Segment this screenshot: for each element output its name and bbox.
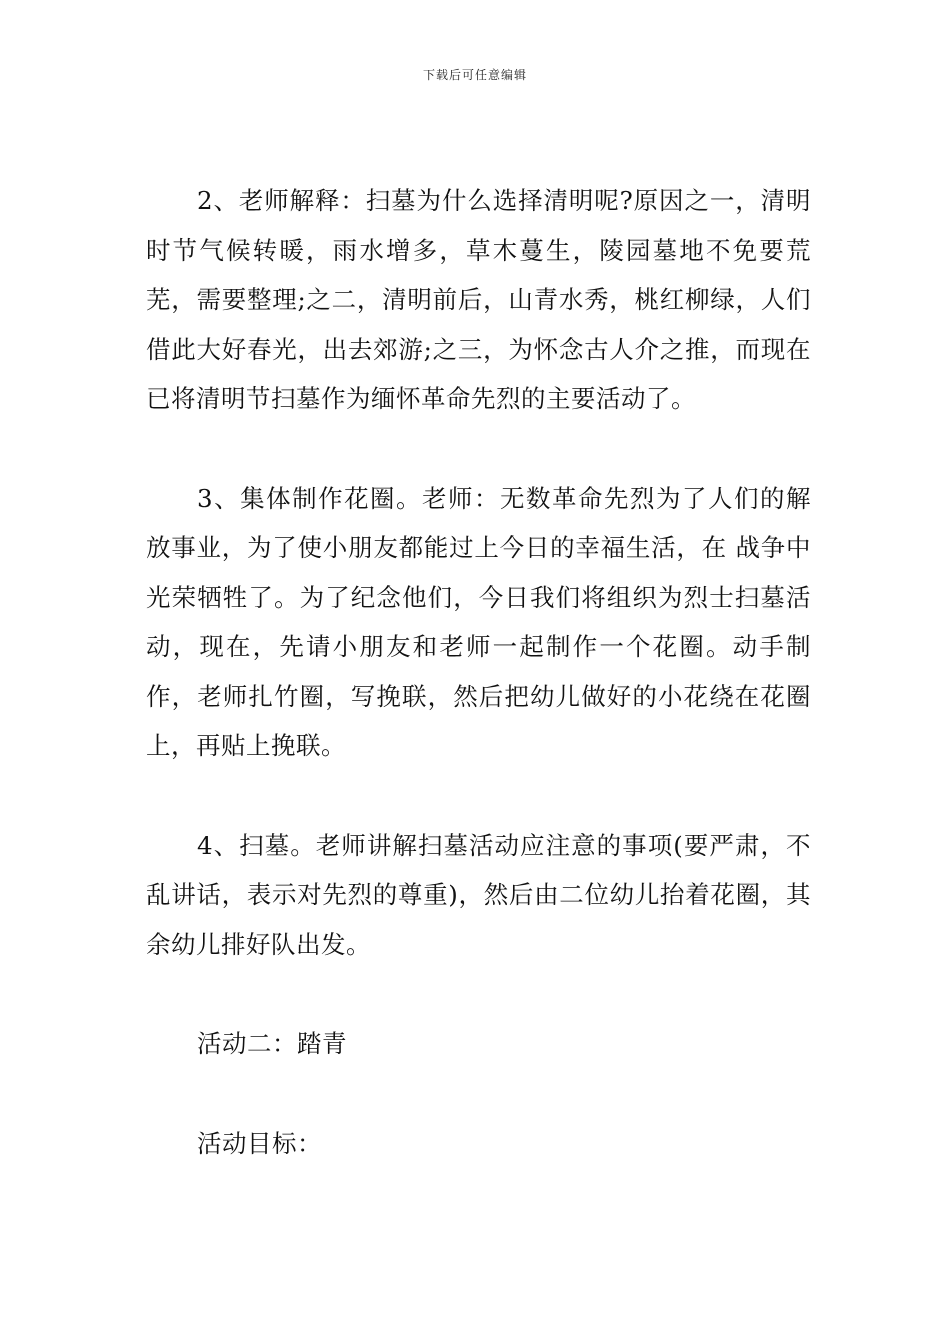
paragraph-explanation: 2、老师解释：扫墓为什么选择清明呢?原因之一，清明时节气候转暖，雨水增多，草木蔓生，陵园墓地不免要荒芜，需要整理;之二，清明前后，山青水秀，桃红柳绿，人们借此大好春光，出去郊游;之三，为怀念古人介之推，而现在已将清明节扫墓作为缅怀革命先烈的主要活动了。 [146,186,811,413]
paragraph-wreath-making: 3、集体制作花圈。老师：无数革命先烈为了人们的解放事业，为了使小朋友都能过上今日的幸福生活，在 战争中光荣牺牲了。为了纪念他们，今日我们将组织为烈士扫墓活动，现在，先请小朋友和老师一起制作一个花圈。动手制作，老师扎竹圈，写挽联，然后把幼儿做好的小花绕在花圈上，再贴上挽联。 [146,483,811,760]
activity-heading: 活动二：踏青 [197,1029,347,1058]
paragraph-gap [146,771,811,821]
page-header: 下载后可任意编辑 [422,68,527,82]
paragraph-gap [146,424,811,474]
document-body [146,176,811,1168]
paragraph-gap [146,969,811,1019]
paragraph-gap [146,1069,811,1119]
activity-goal-heading: 活动目标： [197,1128,322,1158]
paragraph-tomb-sweeping: 4、扫墓。老师讲解扫墓活动应注意的事项(要严肃，不乱讲话，表示对先烈的尊重)，然后由二位幼儿抬着花圈，其余幼儿排好队出发。 [146,830,811,959]
